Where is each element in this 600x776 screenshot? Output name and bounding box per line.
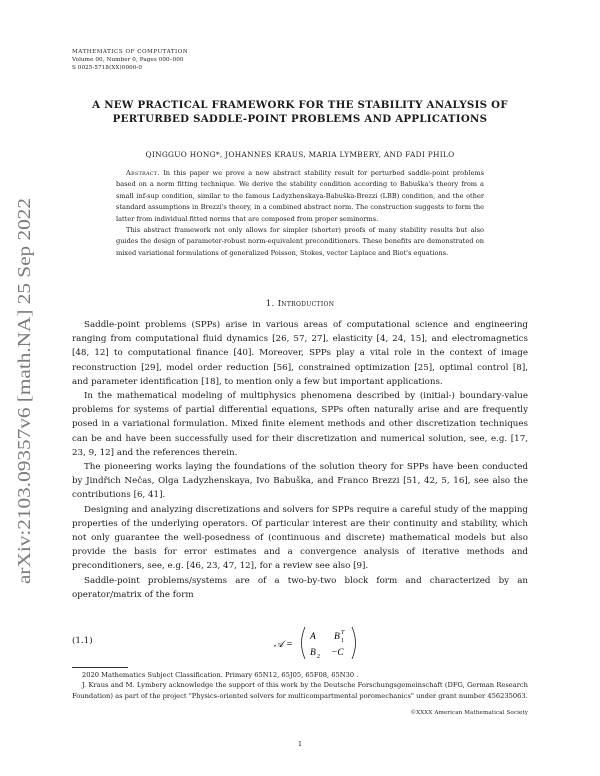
journal-header xyxy=(72,48,188,72)
left-paren xyxy=(302,627,306,659)
arxiv-identifier: arXiv:2103.09357v6 [math.NA] 25 Sep 2022 xyxy=(14,264,34,584)
equation-lhs: 𝒜 = xyxy=(274,639,293,650)
title-line-1: A NEW PRACTICAL FRAMEWORK FOR THE STABILITY ANALYSIS OF xyxy=(92,99,508,111)
footnote-rule xyxy=(72,667,128,668)
page-number: 1 xyxy=(297,740,303,748)
paper-title xyxy=(60,98,540,126)
body-text xyxy=(72,318,528,602)
matrix-a21-sub: 2 xyxy=(317,654,320,660)
equation-number: (1.1) xyxy=(72,636,93,646)
abstract-paragraph-1 xyxy=(116,168,484,225)
abstract-paragraph-2: This abstract framework not only allows for simpler (shorter) proofs of many stability results but also guides the design of parameter-robust norm-equivalent preconditioners. These benefits are demonstrated on mixed variational formulations of generalized Poisson, Stokes, vector Laplace and Biot's equations. xyxy=(116,226,484,257)
body-paragraph-3: The pioneering works laying the foundations of the solution theory for SPPs have been conducted by Jindřich Nečas, Olga Ladyzhenskaya, Ivo Babuška, and Franco Brezzi [51, 42, 5, 16], see also the contributions [6, 41]. xyxy=(72,462,528,501)
matrix-a21: B xyxy=(310,648,316,658)
title-line-2: PERTURBED SADDLE-POINT PROBLEMS AND APPLICATIONS xyxy=(112,113,488,125)
abstract xyxy=(116,168,484,259)
matrix-a11: A xyxy=(310,632,316,642)
section-heading xyxy=(72,299,528,309)
matrix-a12-sup: T xyxy=(341,630,345,636)
body-paragraph-2: In the mathematical modeling of multiphysics phenomena described by (initial-) boundary-value problems for systems of partial differential equations, SPPs often naturally arise and are frequently posed in a variational formulation. Mixed finite element methods and other discretization techniques can be and have been successfully used for their discretization and numerical solution, see, e.g. [17, 23, 9, 12] and the references therein. xyxy=(72,391,528,458)
matrix-a12: B xyxy=(334,632,340,642)
right-paren xyxy=(352,627,356,659)
volume-info: Volume 00, Number 0, Pages 000–000 xyxy=(72,57,184,63)
section-number: 1. xyxy=(265,299,275,309)
matrix-a22: −C xyxy=(331,648,344,658)
matrix-a12-sub: 1 xyxy=(341,638,344,644)
equation-matrix xyxy=(272,624,432,662)
issn-info: S 0025-5718(XX)0000-0 xyxy=(72,65,143,71)
section-title: Introduction xyxy=(277,299,335,309)
arxiv-stamp xyxy=(8,194,38,586)
abstract-lead: Abstract. xyxy=(126,169,160,177)
body-paragraph-4: Designing and analyzing discretizations and solvers for SPPs require a careful study of the mapping properties of the underlying operators. Of particular interest are their continuity and stability, which not only guarantee the well-posedness of (continuous and discrete) mathematical models but also provide the basis for error estimates and a convergence analysis of iterative methods and preconditioners, see, e.g. [46, 23, 47, 12], for a review see also [9]. xyxy=(72,504,528,572)
equation-1-1 xyxy=(72,624,528,662)
body-paragraph-1: Saddle-point problems (SPPs) arise in various areas of computational science and engineering ranging from computational fluid dynamics [26, 57, 27], elasticity [4, 24, 15], and electromagnetics [48, 12] to computational finance [40]. Moreover, SPPs play a vital role in the context of image reconstruction [29], model order reduction [56], constrained optimization [25], optimal control [8], and parameter identification [18], to mention only a few but important applications. xyxy=(72,320,528,387)
journal-name: MATHEMATICS OF COMPUTATION xyxy=(72,49,189,55)
body-paragraph-5: Saddle-point problems/systems are of a two-by-two block form and characterized by an operator/matrix of the form xyxy=(72,575,528,600)
abstract-text-1: In this paper we prove a new abstract stability result for perturbed saddle-point problems based on a norm fitting technique. We derive the stability condition according to Babuška's theory from a small inf-sup condition, similar to the famous Ladyzhenskaya-Babuška-Brezzi (LBB) condition, and the other standard assumptions in Brezzi's theory, in a combined abstract norm. The construction suggests to form the latter from individual fitted norms that are composed from proper seminorms. xyxy=(116,169,484,223)
footnotes xyxy=(72,670,528,701)
copyright-notice: ©XXXX American Mathematical Society xyxy=(410,710,528,716)
footnote-msc: 2020 Mathematics Subject Classification. Primary 65N12, 65J05, 65F08, 65N30 . xyxy=(82,671,359,679)
author-list: QINGGUO HONG*, JOHANNES KRAUS, MARIA LYMBERY, AND FADI PHILO xyxy=(145,150,455,159)
footnote-acknowledgement: J. Kraus and M. Lymbery acknowledge the support of this work by the Deutsche Forschungsgemeinschaft (DFG, German Research Foundation) as part of the project "Physics-oriented solvers for multicompartmental poromechanics" under grant number 456235063. xyxy=(72,681,528,700)
